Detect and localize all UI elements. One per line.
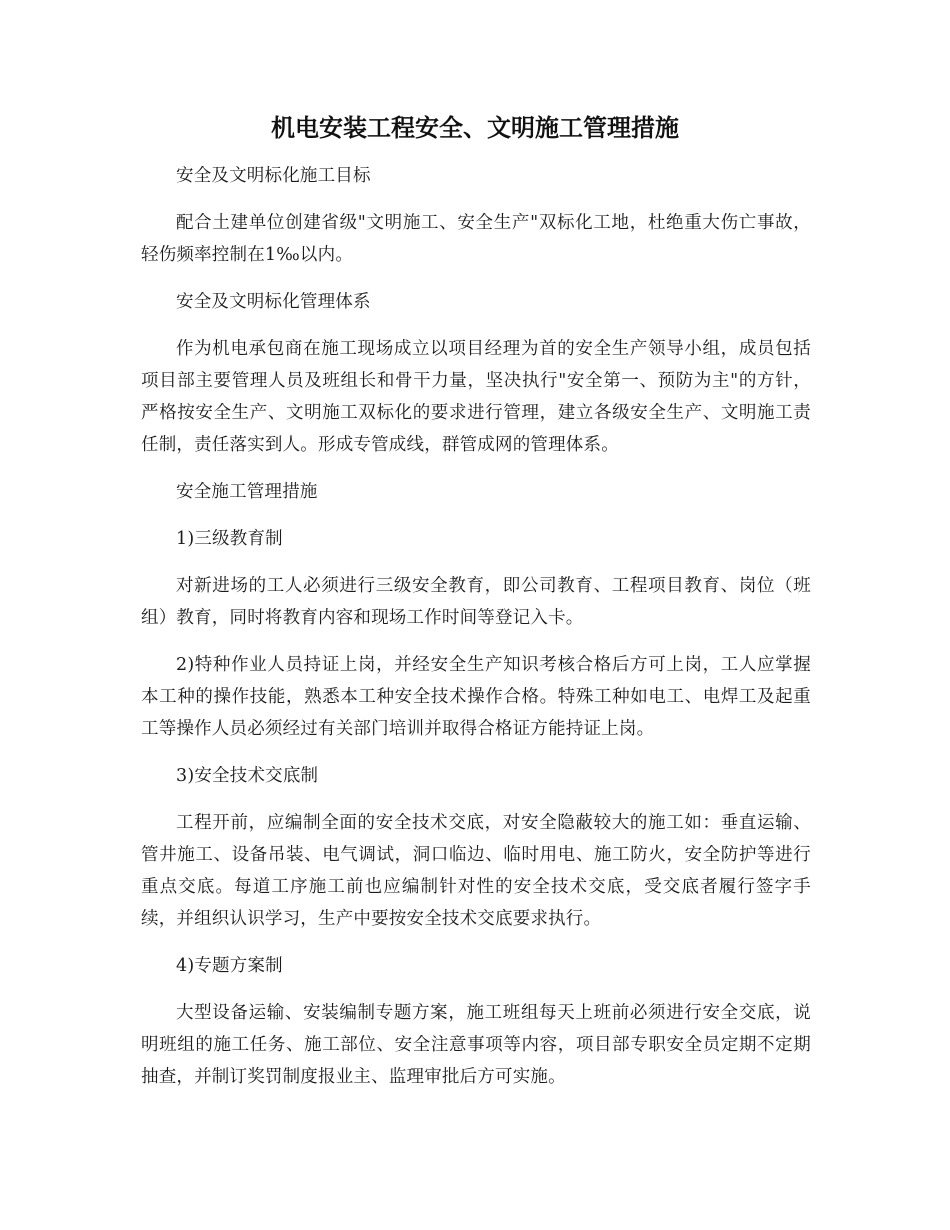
- item-heading-special-plan: 4)专题方案制: [176, 956, 283, 976]
- document-body: [141, 160, 811, 1108]
- document-title: 机电安装工程安全、文明施工管理措施: [271, 113, 679, 142]
- item-heading-technical-briefing: 3)安全技术交底制: [176, 766, 319, 786]
- paragraph-education: 对新进场的工人必须进行三级安全教育，即公司教育、工程项目教育、岗位（班组）教育，同时将教育内容和现场工作时间等登记入卡。: [141, 576, 811, 628]
- paragraph-system: 作为机电承包商在施工现场成立以项目经理为首的安全生产领导小组，成员包括项目部主要管理人员及班组长和骨干力量，坚决执行"安全第一、预防为主"的方针，严格按安全生产、文明施工双标化的要求进行管理，建立各级安全生产、文明施工责任制，责任落实到人。形成专管成线，群管成网的管理体系。: [141, 339, 811, 455]
- section-heading-goal: 安全及文明标化施工目标: [176, 166, 371, 186]
- paragraph-special-plan: 大型设备运输、安装编制专题方案，施工班组每天上班前必须进行安全交底，说明班组的施工任务、施工部位、安全注意事项等内容，项目部专职安全员定期不定期抽查，并制订奖罚制度报业主、监理审批后方可实施。: [141, 1003, 811, 1087]
- paragraph-certification: 2)特种作业人员持证上岗，并经安全生产知识考核合格后方可上岗，工人应掌握本工种的操作技能，熟悉本工种安全技术操作合格。特殊工种如电工、电焊工及起重工等操作人员必须经过有关部门培训并取得合格证方能持证上岗。: [141, 655, 811, 739]
- item-heading-education: 1)三级教育制: [176, 529, 283, 549]
- section-heading-measures: 安全施工管理措施: [176, 482, 318, 502]
- paragraph-goal: 配合土建单位创建省级"文明施工、安全生产"双标化工地，杜绝重大伤亡事故，轻伤频率控制在1‰以内。: [141, 213, 811, 265]
- section-heading-system: 安全及文明标化管理体系: [176, 292, 371, 312]
- paragraph-technical-briefing: 工程开前，应编制全面的安全技术交底，对安全隐蔽较大的施工如：垂直运输、管井施工、设备吊装、电气调试，洞口临边、临时用电、施工防火，安全防护等进行重点交底。每道工序施工前也应编制针对性的安全技术交底，受交底者履行签字手续，并组织认识学习，生产中要按安全技术交底要求执行。: [141, 813, 811, 929]
